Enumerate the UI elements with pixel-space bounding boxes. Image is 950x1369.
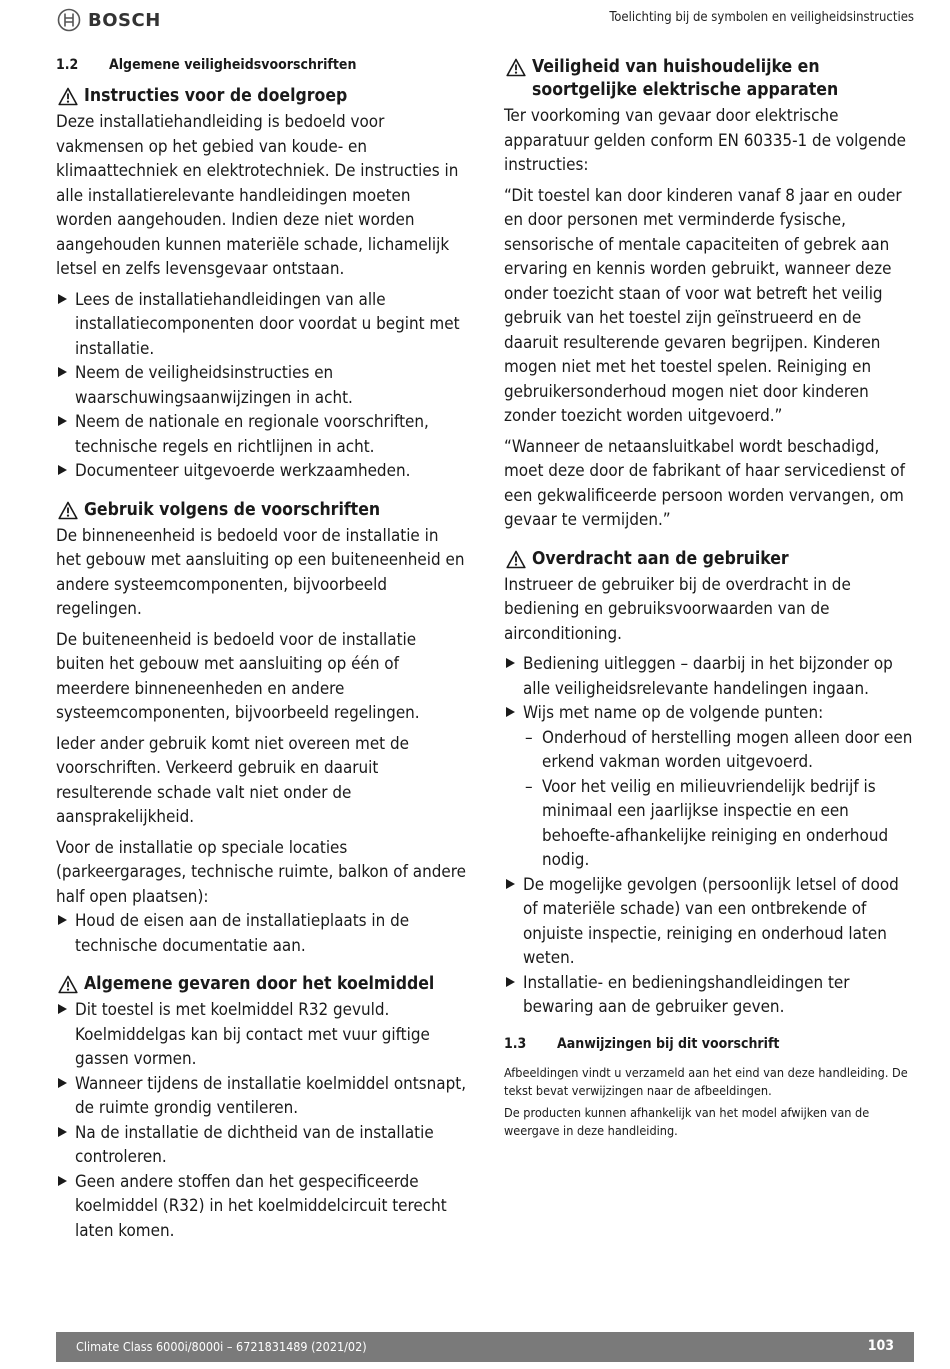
warning-triangle-icon (506, 58, 526, 77)
small-paragraph: Afbeeldingen vindt u verzameld aan het eind van deze handleiding. De tekst bevat verwijzingen naar de afbeeldingen. (504, 1064, 908, 1098)
action-item: Na de installatie de dichtheid van de installatie controleren. (56, 1120, 466, 1169)
action-item: Wanneer tijdens de installatie koelmiddel ontsnapt, de ruimte grondig ventileren. (56, 1071, 466, 1120)
warning-heading-refrigerant (56, 973, 466, 996)
warning-triangle-icon (58, 501, 78, 520)
paragraph: De binneneenheid is bedoeld voor de installatie in het gebouw met aansluiting op een buiteneenheid en andere systeemcomponenten, bijvoorbeeld regelingen. (56, 524, 465, 618)
paragraph: Ieder ander gebruik komt niet overeen met de voorschriften. Verkeerd gebruik en daaruit resulterende schade valt niet onder de aansprakelijkheid. (56, 732, 409, 826)
page-number: 103 (867, 1338, 894, 1354)
section-title: Algemene veiligheidsvoorschriften (109, 57, 357, 73)
warning-title: Instructies voor de doelgroep (84, 86, 348, 106)
right-column (504, 56, 914, 1144)
warning-title: Veiligheid van huishoudelijke en soortgelijke elektrische apparaten (532, 57, 839, 100)
action-item: Neem de veiligheidsinstructies en waarschuwingsaanwijzingen in acht. (56, 360, 466, 409)
warning-title: Overdracht aan de gebruiker (532, 548, 789, 569)
warning-heading-handover (504, 548, 914, 571)
action-list (56, 997, 466, 1242)
section-heading-1-2 (56, 56, 466, 74)
paragraph: Ter voorkoming van gevaar door elektrische apparatuur gelden conform EN 60335-1 de volgende instructies: (504, 105, 907, 174)
warning-triangle-icon (58, 87, 78, 106)
left-column (56, 56, 466, 1248)
action-list (56, 287, 466, 483)
action-list (504, 651, 914, 1019)
paragraph: Deze installatiehandleiding is bedoeld voor vakmensen op het gebied van koude- en klimaattechniek en elektrotechniek. De instructies in alle installatierelevante handleidingen moeten worden aangehouden. Indien deze niet worden aangehouden kunnen materiële schade, lichamelijk letsel en zelfs levensgevaar ontstaan. (56, 111, 459, 278)
section-number: 1.3 (504, 1035, 527, 1052)
action-item: Houd de eisen aan de installatieplaats in de technische documentatie aan. (56, 908, 466, 957)
bosch-armature-icon (57, 8, 81, 32)
action-list (56, 908, 466, 957)
action-item: Neem de nationale en regionale voorschriften, technische regels en richtlijnen in acht. (56, 409, 466, 458)
small-paragraph: De producten kunnen afhankelijk van het model afwijken van de weergave in deze handleiding. (504, 1104, 870, 1138)
bosch-logo (57, 8, 161, 32)
action-item: Bediening uitleggen – daarbij in het bijzonder op alle veiligheidsrelevante handelingen ingaan. (504, 651, 914, 700)
action-item: Geen andere stoffen dan het gespecificeerde koelmiddel (R32) in het koelmiddelcircuit terecht laten komen. (56, 1169, 466, 1243)
dash-list (523, 725, 914, 872)
action-item: De mogelijke gevolgen (persoonlijk letsel of dood of materiële schade) van een ontbrekende of onjuiste inspectie, reiniging en onderhoud laten weten. (504, 872, 914, 970)
paragraph: Instrueer de gebruiker bij de overdracht in de bediening en gebruiksvoorwaarden van de airconditioning. (504, 573, 851, 643)
action-item: Documenteer uitgevoerde werkzaamheden. (56, 458, 466, 483)
quote-paragraph: “Wanneer de netaansluitkabel wordt beschadigd, moet deze door de fabrikant of haar servicedienst of een gekwalificeerde persoon worden vervangen, om gevaar te vermijden.” (504, 435, 905, 529)
action-item: Lees de installatiehandleidingen van alle installatiecomponenten door voordat u begint met installatie. (56, 287, 466, 361)
action-item-text: Wijs met name op de volgende punten: (523, 702, 824, 722)
paragraph: De buiteneenheid is bedoeld voor de installatie buiten het gebouw met aansluiting op één of meerdere binneneenheden en andere systeemcomponenten, bijvoorbeeld regelingen. (56, 628, 420, 722)
brand-name: BOSCH (88, 9, 161, 31)
warning-heading-household-appliances (504, 56, 914, 102)
running-header: Toelichting bij de symbolen en veiligheidsinstructies (609, 10, 914, 25)
dash-item: – Onderhoud of herstelling mogen alleen door een erkend vakman worden uitgevoerd. (523, 725, 914, 774)
warning-title: Gebruik volgens de voorschriften (84, 499, 381, 520)
footer-document-id: Climate Class 6000i/8000i – 6721831489 (2021/02) (76, 1339, 367, 1354)
page-header (0, 0, 950, 40)
warning-heading-target-group (56, 85, 466, 108)
dash-item: – Voor het veilig en milieuvriendelijk bedrijf is minimaal een jaarlijkse inspectie en een behoefte-afhankelijke reiniging en onderhoud nodig. (523, 774, 914, 872)
warning-title: Algemene gevaren door het koelmiddel (84, 974, 435, 994)
page-footer (56, 1332, 914, 1362)
section-heading-1-3 (504, 1035, 914, 1053)
section-title: Aanwijzingen bij dit voorschrift (557, 1035, 780, 1052)
section-number: 1.2 (56, 57, 79, 73)
paragraph: Voor de installatie op speciale locaties (parkeergarages, technische ruimte, balkon of andere half open plaatsen): (56, 836, 466, 906)
action-item (504, 700, 914, 872)
warning-triangle-icon (506, 550, 526, 569)
warning-heading-intended-use (56, 499, 466, 522)
quote-paragraph: “Dit toestel kan door kinderen vanaf 8 jaar en ouder en door personen met verminderde fysische, sensorische of mentale capaciteiten of gebrek aan ervaring en kennis worden gebruikt, wanneer deze onder toezicht staan of voor wat betreft het veilig gebruik van het toestel zijn geïnstrueerd en de daaruit resulterende gevaren begrijpen. Kinderen mogen niet met het toestel spelen. Reiniging en gebruikersonderhoud mogen niet door kinderen zonder toezicht worden uitgevoerd.” (504, 184, 902, 425)
action-item: Dit toestel is met koelmiddel R32 gevuld. Koelmiddelgas kan bij contact met vuur giftige gassen vormen. (56, 997, 466, 1071)
action-item: Installatie- en bedieningshandleidingen ter bewaring aan de gebruiker geven. (504, 970, 914, 1019)
warning-triangle-icon (58, 975, 78, 994)
